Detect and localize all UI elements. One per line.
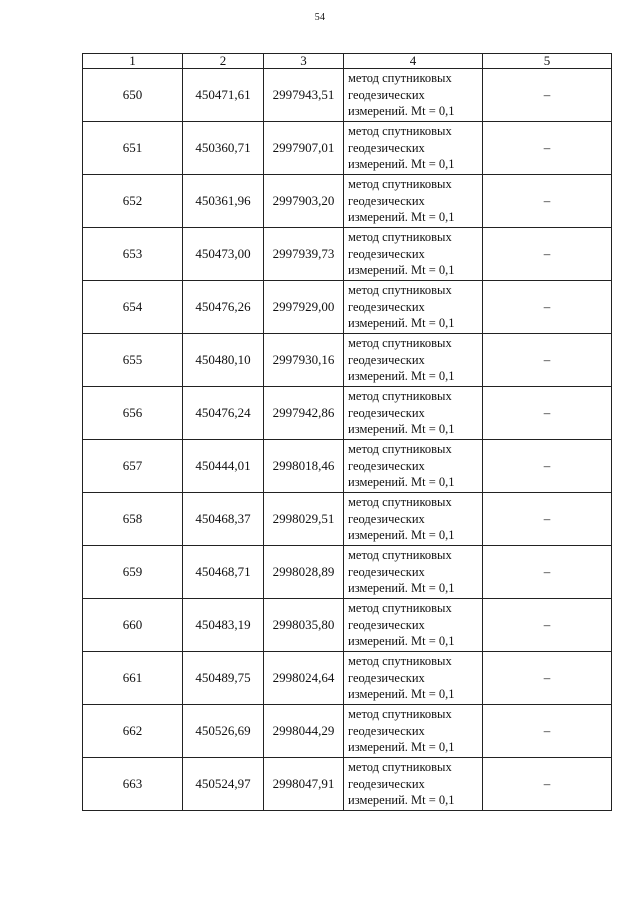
method-cell: метод спутниковых геодезических измерений. Mt = 0,1 [344, 387, 483, 440]
method-cell: метод спутниковых геодезических измерений. Mt = 0,1 [344, 175, 483, 228]
note-cell: – [483, 705, 612, 758]
table-row [83, 546, 612, 599]
x-coordinate-cell: 450526,69 [183, 705, 264, 758]
point-number-cell: 654 [83, 281, 183, 334]
method-cell: метод спутниковых геодезических измерений. Mt = 0,1 [344, 493, 483, 546]
x-coordinate-cell: 450468,37 [183, 493, 264, 546]
table-row [83, 228, 612, 281]
column-header-4: 4 [344, 54, 483, 69]
note-cell: – [483, 175, 612, 228]
x-coordinate-cell: 450361,96 [183, 175, 264, 228]
point-number-cell: 653 [83, 228, 183, 281]
note-cell: – [483, 387, 612, 440]
method-cell: метод спутниковых геодезических измерений. Mt = 0,1 [344, 705, 483, 758]
y-coordinate-cell: 2997903,20 [264, 175, 344, 228]
note-cell: – [483, 758, 612, 811]
table-row [83, 440, 612, 493]
method-cell: метод спутниковых геодезических измерений. Mt = 0,1 [344, 546, 483, 599]
table-header [83, 54, 612, 69]
point-number-cell: 663 [83, 758, 183, 811]
x-coordinate-cell: 450468,71 [183, 546, 264, 599]
point-number-cell: 652 [83, 175, 183, 228]
table-row [83, 758, 612, 811]
y-coordinate-cell: 2998035,80 [264, 599, 344, 652]
y-coordinate-cell: 2998028,89 [264, 546, 344, 599]
y-coordinate-cell: 2998047,91 [264, 758, 344, 811]
table-row [83, 122, 612, 175]
method-cell: метод спутниковых геодезических измерений. Mt = 0,1 [344, 599, 483, 652]
method-cell: метод спутниковых геодезических измерений. Mt = 0,1 [344, 122, 483, 175]
y-coordinate-cell: 2997942,86 [264, 387, 344, 440]
y-coordinate-cell: 2997930,16 [264, 334, 344, 387]
method-cell: метод спутниковых геодезических измерений. Mt = 0,1 [344, 652, 483, 705]
x-coordinate-cell: 450483,19 [183, 599, 264, 652]
header-row [83, 54, 612, 69]
column-header-2: 2 [183, 54, 264, 69]
note-cell: – [483, 493, 612, 546]
column-header-1: 1 [83, 54, 183, 69]
table-row [83, 175, 612, 228]
point-number-cell: 660 [83, 599, 183, 652]
y-coordinate-cell: 2998018,46 [264, 440, 344, 493]
table-row [83, 652, 612, 705]
column-header-3: 3 [264, 54, 344, 69]
method-cell: метод спутниковых геодезических измерений. Mt = 0,1 [344, 281, 483, 334]
note-cell: – [483, 122, 612, 175]
point-number-cell: 656 [83, 387, 183, 440]
note-cell: – [483, 69, 612, 122]
point-number-cell: 650 [83, 69, 183, 122]
y-coordinate-cell: 2998024,64 [264, 652, 344, 705]
note-cell: – [483, 599, 612, 652]
x-coordinate-cell: 450473,00 [183, 228, 264, 281]
table-row [83, 387, 612, 440]
table-row [83, 69, 612, 122]
method-cell: метод спутниковых геодезических измерений. Mt = 0,1 [344, 228, 483, 281]
x-coordinate-cell: 450524,97 [183, 758, 264, 811]
point-number-cell: 651 [83, 122, 183, 175]
note-cell: – [483, 228, 612, 281]
x-coordinate-cell: 450489,75 [183, 652, 264, 705]
point-number-cell: 658 [83, 493, 183, 546]
table-row [83, 493, 612, 546]
method-cell: метод спутниковых геодезических измерений. Mt = 0,1 [344, 334, 483, 387]
point-number-cell: 659 [83, 546, 183, 599]
point-number-cell: 661 [83, 652, 183, 705]
table-row [83, 705, 612, 758]
note-cell: – [483, 546, 612, 599]
x-coordinate-cell: 450444,01 [183, 440, 264, 493]
note-cell: – [483, 652, 612, 705]
table-row [83, 599, 612, 652]
method-cell: метод спутниковых геодезических измерений. Mt = 0,1 [344, 69, 483, 122]
y-coordinate-cell: 2998029,51 [264, 493, 344, 546]
method-cell: метод спутниковых геодезических измерений. Mt = 0,1 [344, 758, 483, 811]
point-number-cell: 657 [83, 440, 183, 493]
y-coordinate-cell: 2997929,00 [264, 281, 344, 334]
note-cell: – [483, 440, 612, 493]
y-coordinate-cell: 2997939,73 [264, 228, 344, 281]
y-coordinate-cell: 2997907,01 [264, 122, 344, 175]
point-number-cell: 662 [83, 705, 183, 758]
method-cell: метод спутниковых геодезических измерений. Mt = 0,1 [344, 440, 483, 493]
x-coordinate-cell: 450476,24 [183, 387, 264, 440]
point-number-cell: 655 [83, 334, 183, 387]
x-coordinate-cell: 450471,61 [183, 69, 264, 122]
y-coordinate-cell: 2997943,51 [264, 69, 344, 122]
table-row [83, 334, 612, 387]
y-coordinate-cell: 2998044,29 [264, 705, 344, 758]
page-number: 54 [314, 12, 326, 23]
note-cell: – [483, 281, 612, 334]
note-cell: – [483, 334, 612, 387]
table-body [83, 69, 612, 811]
x-coordinate-cell: 450480,10 [183, 334, 264, 387]
column-header-5: 5 [483, 54, 612, 69]
x-coordinate-cell: 450476,26 [183, 281, 264, 334]
x-coordinate-cell: 450360,71 [183, 122, 264, 175]
table-row [83, 281, 612, 334]
coordinates-table [82, 53, 612, 811]
